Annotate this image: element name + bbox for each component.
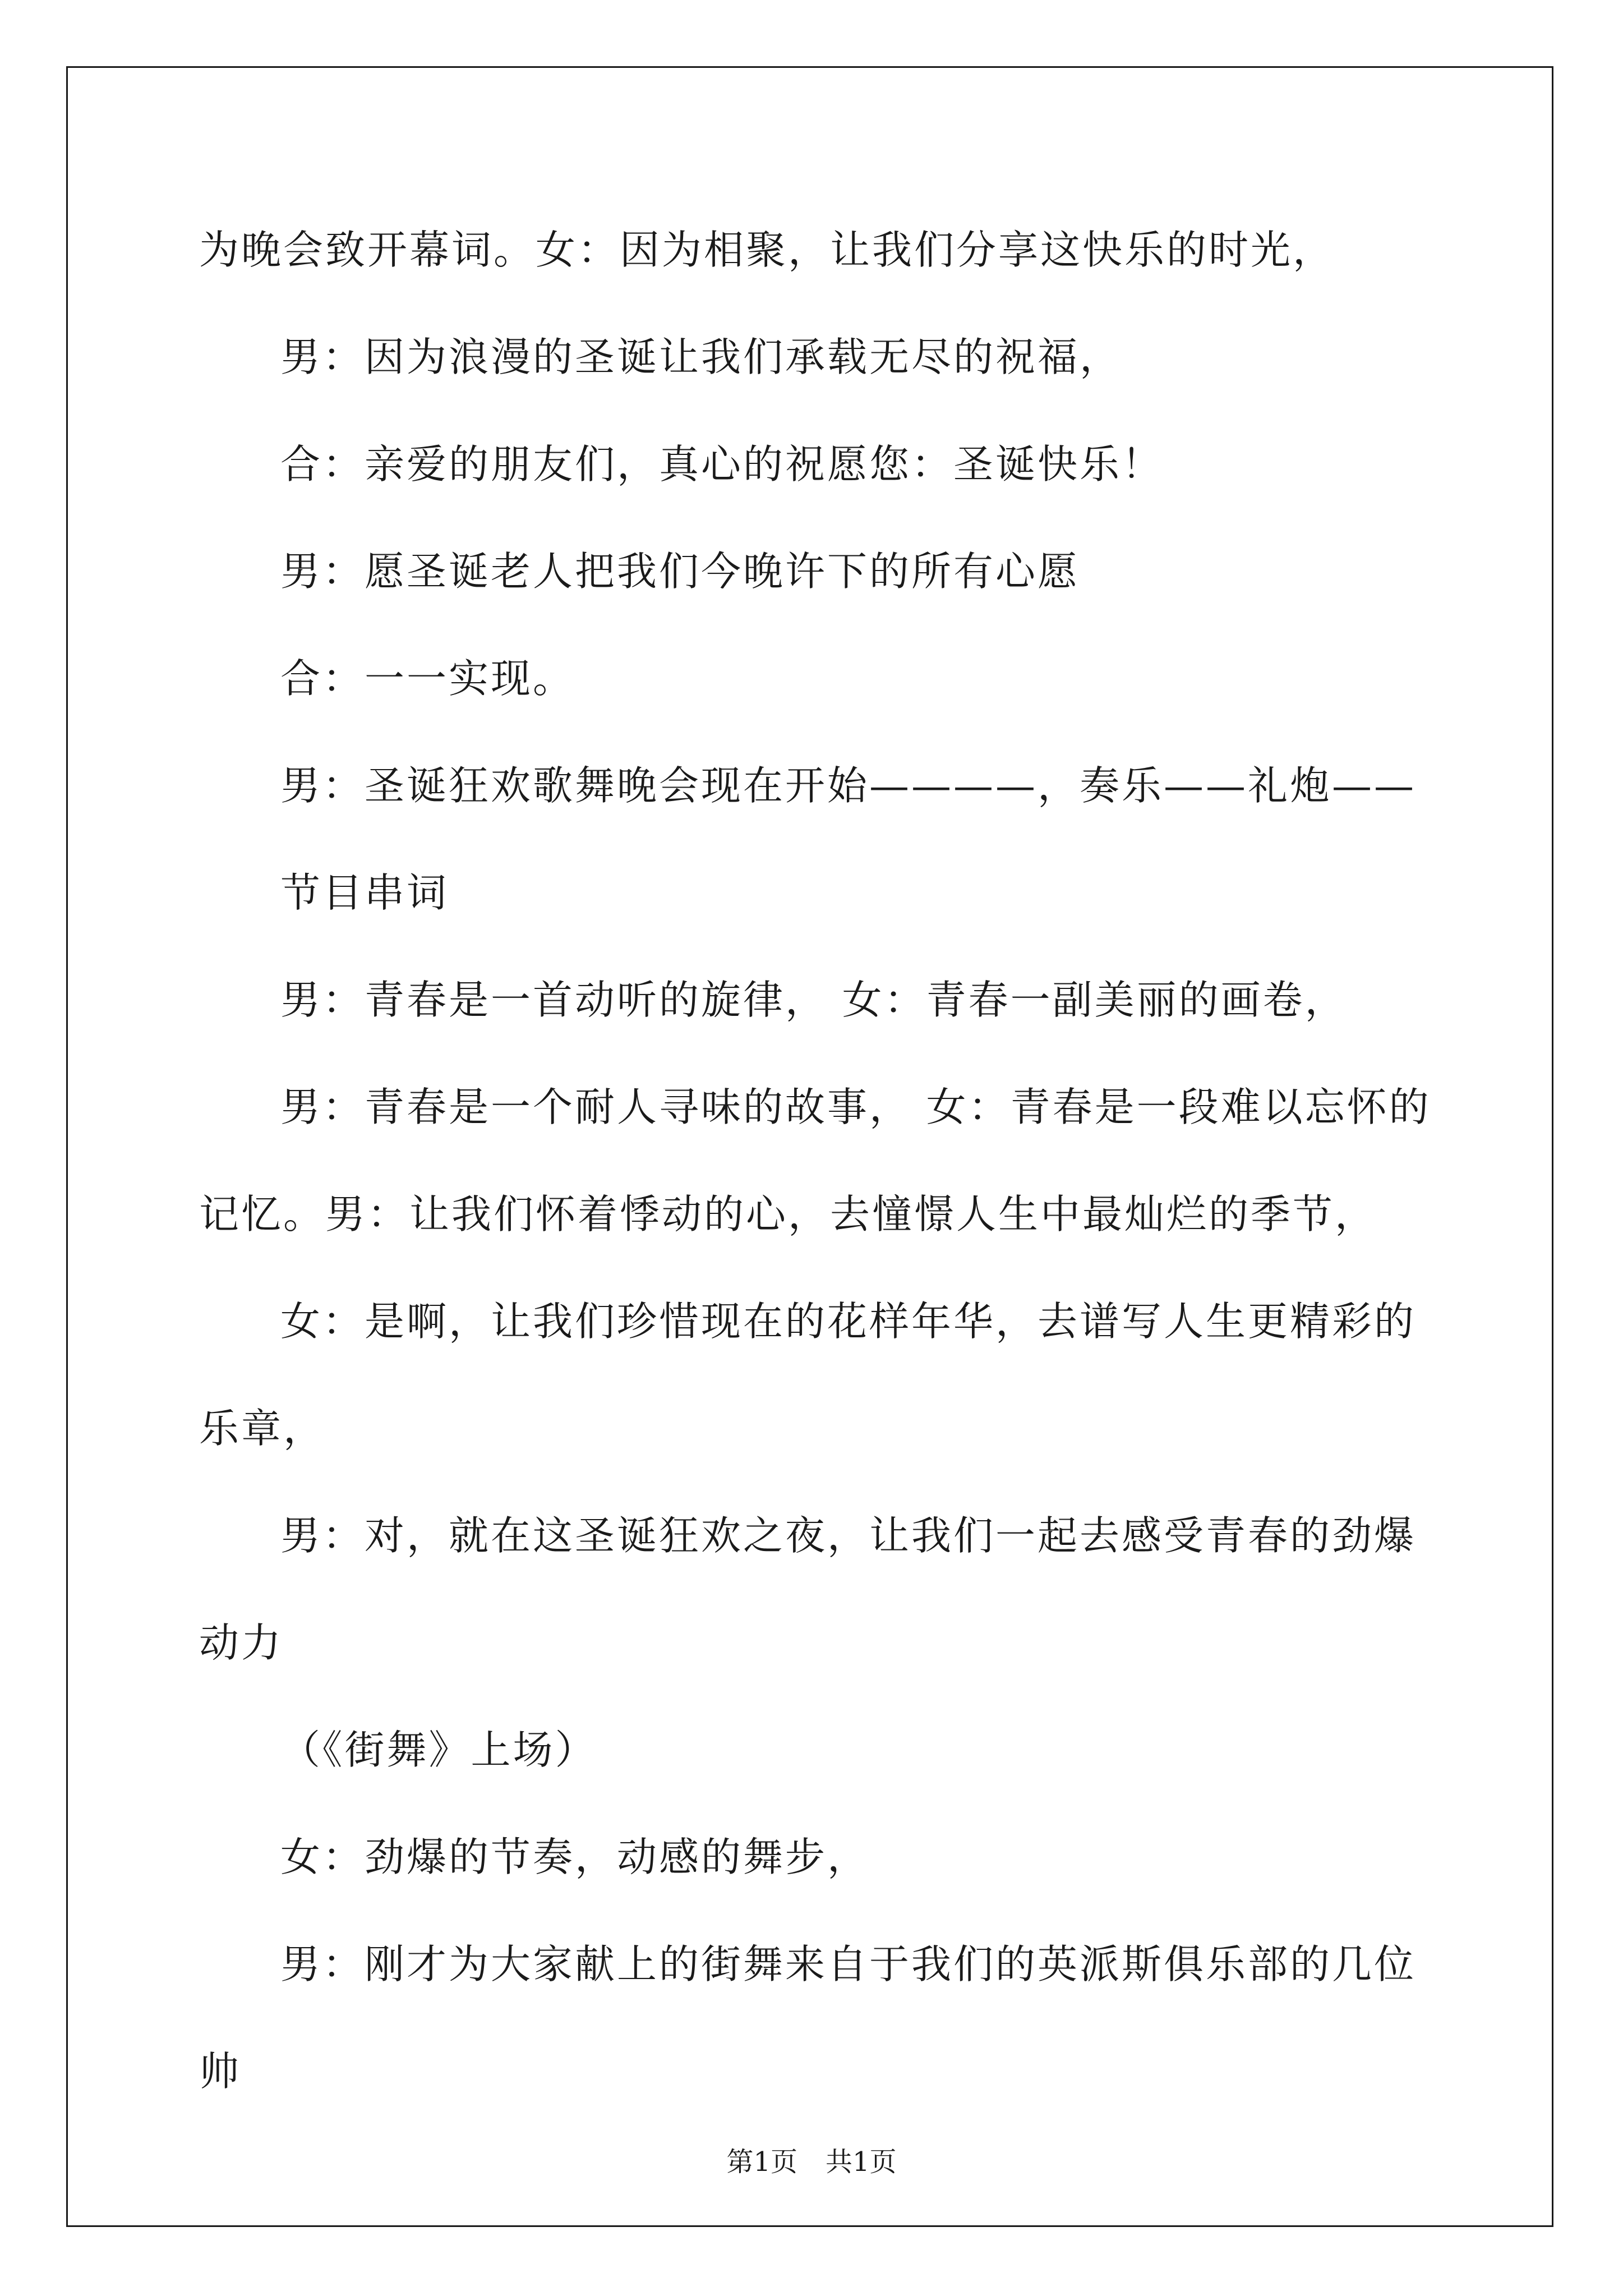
- paragraph: 男：刚才为大家献上的街舞来自于我们的英派斯俱乐部的几位帅: [199, 1941, 1417, 2095]
- paragraph: 女：是啊，让我们珍惜现在的花样年华，去谱写人生更精彩的乐章，: [199, 1298, 1417, 1452]
- paragraph: 男：青春是一个耐人寻味的故事， 女：青春是一段难以忘怀的记忆。男：让我们怀着悸动的心，去憧憬人生中最灿烂的季节，: [199, 1084, 1431, 1237]
- document-body: [199, 196, 1433, 2125]
- paragraph: 男：因为浪漫的圣诞让我们承载无尽的祝福，: [280, 334, 1122, 380]
- page-number: 第1页: [726, 2146, 797, 2178]
- paragraph: （《街舞》上场）: [280, 1727, 597, 1773]
- paragraph: 男：愿圣诞老人把我们今晚许下的所有心愿: [280, 548, 1080, 595]
- paragraph: 女：劲爆的节奏，动感的舞步，: [280, 1834, 870, 1880]
- page-footer: [0, 2140, 1623, 2179]
- paragraph: 男：青春是一首动听的旋律， 女：青春一副美丽的画卷，: [280, 977, 1347, 1023]
- paragraph: 男：圣诞狂欢歌舞晚会现在开始————，奏乐——礼炮——: [280, 762, 1417, 809]
- paragraph: 合：一一实现。: [280, 655, 575, 702]
- paragraph: 合：亲爱的朋友们，真心的祝愿您：圣诞快乐！: [280, 441, 1164, 487]
- paragraph: 为晚会致开幕词。女：因为相聚，让我们分享这快乐的时光，: [199, 227, 1335, 273]
- paragraph: 男：对，就在这圣诞狂欢之夜，让我们一起去感受青春的劲爆动力: [199, 1512, 1417, 1666]
- page-total: 共1页: [826, 2146, 897, 2178]
- paragraph: 节目串词: [280, 869, 449, 916]
